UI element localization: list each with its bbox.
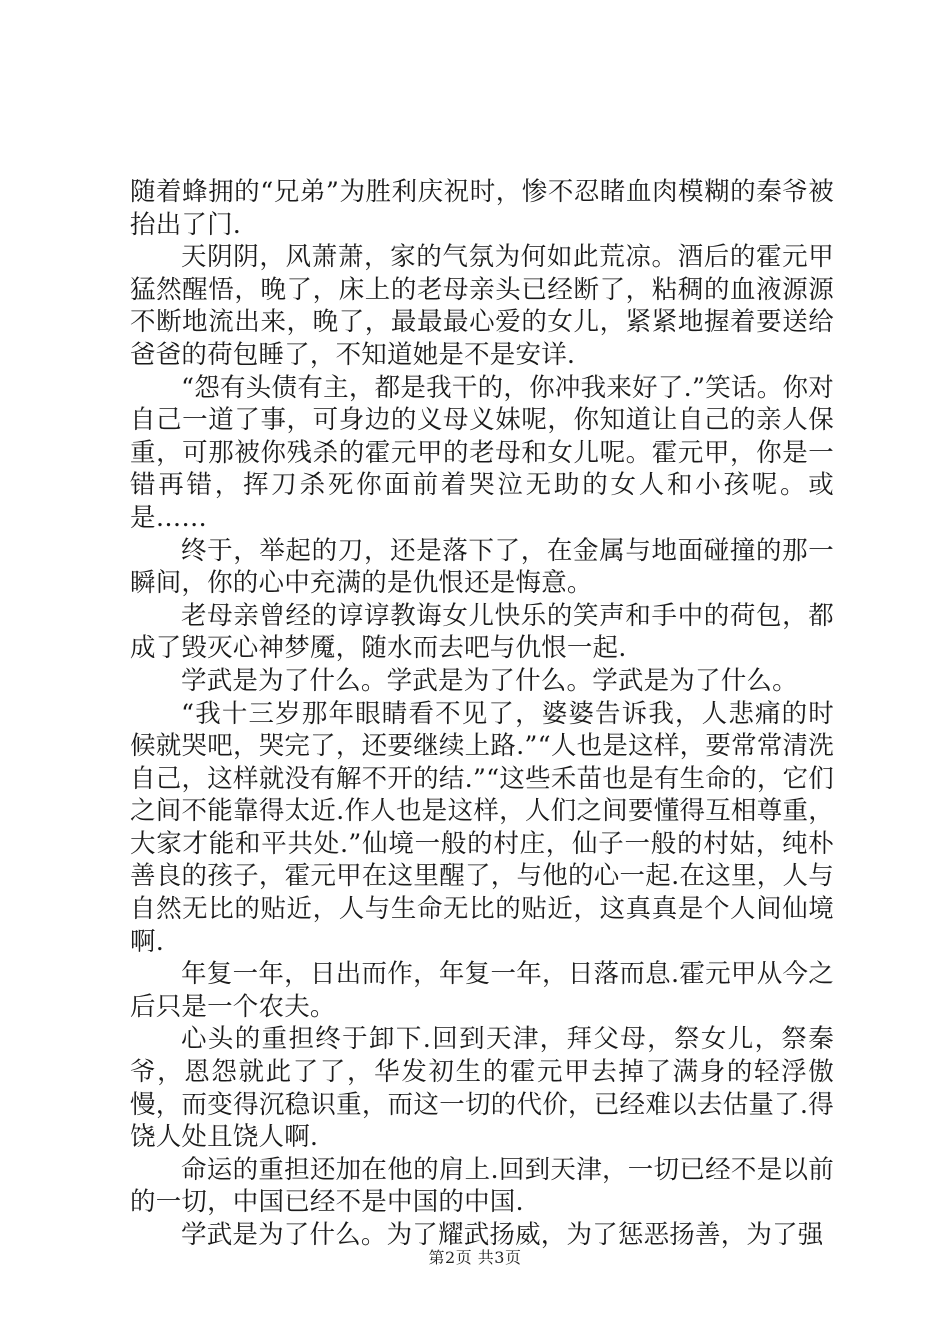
paragraph: “怨有头债有主，都是我干的，你冲我来好了.”笑话。你对自己一道了事，可身边的义母义妹呢，你知道让自己的亲人保重，可那被你残杀的霍元甲的老母和女儿呢。霍元甲，你是一错再错，挥刀杀死你面前着哭泣无助的女人和小孩呢。或是……	[130, 372, 834, 533]
paragraph: 终于，举起的刀，还是落下了，在金属与地面碰撞的那一瞬间，你的心中充满的是仇恨还是悔意。	[130, 535, 834, 599]
page-number-label: 第2页 共3页	[428, 1248, 522, 1267]
document-body	[130, 176, 834, 1252]
paragraph: 天阴阴，风萧萧，家的气氛为何如此荒凉。酒后的霍元甲猛然醒悟，晚了，床上的老母亲头已经断了，粘稠的血液源源不断地流出来，晚了，最最最心爱的女儿，紧紧地握着要送给爸爸的荷包睡了，不知道她是不是安详.	[130, 242, 834, 370]
paragraph: 老母亲曾经的谆谆教诲女儿快乐的笑声和手中的荷包，都成了毁灭心神梦魇，随水而去吧与仇恨一起.	[130, 600, 834, 664]
paragraph: 学武是为了什么。为了耀武扬威，为了惩恶扬善，为了强	[181, 1220, 824, 1250]
paragraph: 学武是为了什么。学武是为了什么。学武是为了什么。	[181, 665, 798, 696]
paragraph: 命运的重担还加在他的肩上.回到天津，一切已经不是以前的一切，中国已经不是中国的中国.	[130, 1154, 834, 1218]
paragraph: 随着蜂拥的“兄弟”为胜利庆祝时，惨不忍睹血肉模糊的秦爷被抬出了门.	[130, 177, 834, 240]
paragraph: 年复一年，日出而作，年复一年，日落而息.霍元甲从今之后只是一个农夫。	[130, 959, 834, 1022]
paragraph: “我十三岁那年眼睛看不见了，婆婆告诉我，人悲痛的时候就哭吧，哭完了，还要继续上路.”“人也是这样，要常常清洗自己，这样就没有解不开的结.”“这些禾苗也是有生命的，它们之间不能靠得太近.作人也是这样，人们之间要懂得互相尊重，大家才能和平共处.”仙境一般的村庄，仙子一般的村姑，纯朴善良的孩子，霍元甲在这里醒了，与他的心一起.在这里，人与自然无比的贴近，人与生命无比的贴近，这真真是个人间仙境啊.	[130, 698, 834, 957]
page-footer	[0, 1245, 950, 1268]
paragraph: 心头的重担终于卸下.回到天津，拜父母，祭女儿，祭秦爷，恩怨就此了了，华发初生的霍元甲去掉了满身的轻浮傲慢，而变得沉稳识重，而这一切的代价，已经难以去估量了.得饶人处且饶人啊.	[130, 1024, 834, 1153]
